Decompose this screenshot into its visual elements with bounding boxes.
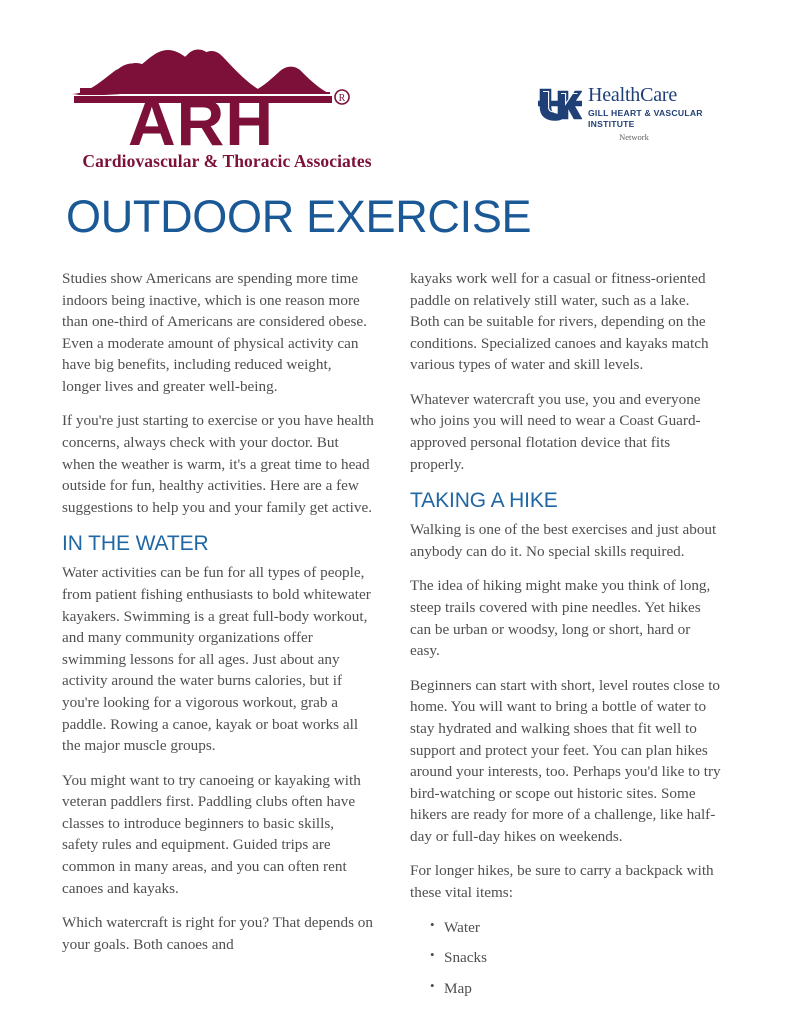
uk-monogram-icon	[538, 85, 582, 125]
left-column	[62, 268, 374, 1011]
registered-trademark-icon	[335, 90, 349, 104]
uk-institute-line-2: INSTITUTE	[588, 118, 635, 129]
arh-logo	[68, 48, 386, 172]
list-item: • Map	[444, 978, 722, 1000]
paragraph: If you're just starting to exercise or you have health concerns, always check with your doctor. But when the weather is warm, it's a great time to head outside for fun, healthy activities. Here are a few suggestions to help you and your family get active.	[62, 412, 374, 516]
paragraph: Which watercraft is right for you? That depends on your goals. Both canoes and	[62, 914, 373, 953]
paragraph: Whatever watercraft you use, you and everyone who joins you will need to wear a Coast Guard-approved personal flotation device that fits properly.	[410, 390, 701, 473]
paragraph: Walking is one of the best exercises and just about anybody can do it. No special skills required.	[410, 521, 717, 560]
page-title: OUTDOOR EXERCISE	[66, 191, 532, 242]
paragraph: You might want to try canoeing or kayaking with veteran paddlers first. Paddling clubs often have classes to introduce beginners to basic skills, safety rules and equipment. Guided trips are common in many areas, and you can often rent canoes and kayaks.	[62, 771, 361, 897]
arh-tagline: Cardiovascular & Thoracic Associates	[82, 151, 372, 171]
uk-healthcare-wordmark: HealthCare	[588, 84, 678, 106]
arh-mountain-wordmark-icon	[68, 48, 386, 148]
vital-items-list	[410, 917, 722, 1000]
uk-institute-line-1: GILL HEART & VASCULAR	[588, 108, 703, 118]
uk-logo-text	[588, 84, 703, 142]
document-header	[0, 0, 791, 190]
paragraph: Beginners can start with short, level routes close to home. You will want to bring a bottle of water to stay hydrated and walking shoes that fit well to support and protect your feet. You can plan hikes around your interests, too. Perhaps you'd like to try bird-watching or scope out historic sites. Some hikers are ready for more of a challenge, like half-day or full-day hikes on weekends.	[410, 676, 721, 845]
right-column	[410, 268, 722, 1011]
paragraph: For longer hikes, be sure to carry a backpack with these vital items:	[410, 862, 714, 901]
paragraph: kayaks work well for a casual or fitness-oriented paddle on relatively still water, such as a lake. Both can be suitable for rivers, depending on the conditions. Specialized canoes and kayaks match various types of water and skill levels.	[410, 270, 709, 374]
paragraph: Water activities can be fun for all types of people, from patient fishing enthusiasts to bold whitewater kayakers. Swimming is a great full-body workout, and many community organizations offer swimming lessons for all ages. Just about any activity around the water burns calories, but if you're looking for a vigorous workout, grab a paddle. Rowing a canoe, kayak or boat works all the major muscle groups.	[62, 564, 371, 755]
list-item: • Snacks	[444, 947, 722, 969]
arh-wordmark-text: ARH	[128, 85, 274, 148]
uk-healthcare-logo	[538, 84, 713, 142]
uk-network-label: Network	[619, 132, 649, 143]
article-body	[0, 268, 791, 1011]
svg-text:R: R	[338, 93, 346, 104]
section-heading-taking-a-hike: TAKING A HIKE	[410, 489, 558, 513]
list-item: • Water	[444, 917, 722, 939]
paragraph: The idea of hiking might make you think of long, steep trails covered with pine needles. Yet hikes can be urban or woodsy, long or short, hard or easy.	[410, 577, 711, 660]
section-heading-in-the-water: IN THE WATER	[62, 532, 209, 556]
paragraph: Studies show Americans are spending more time indoors being inactive, which is one reason more than one-third of Americans are considered obese. Even a moderate amount of physical activity can have big benefits, including reduced weight, longer lives and greater well-being.	[62, 270, 367, 395]
